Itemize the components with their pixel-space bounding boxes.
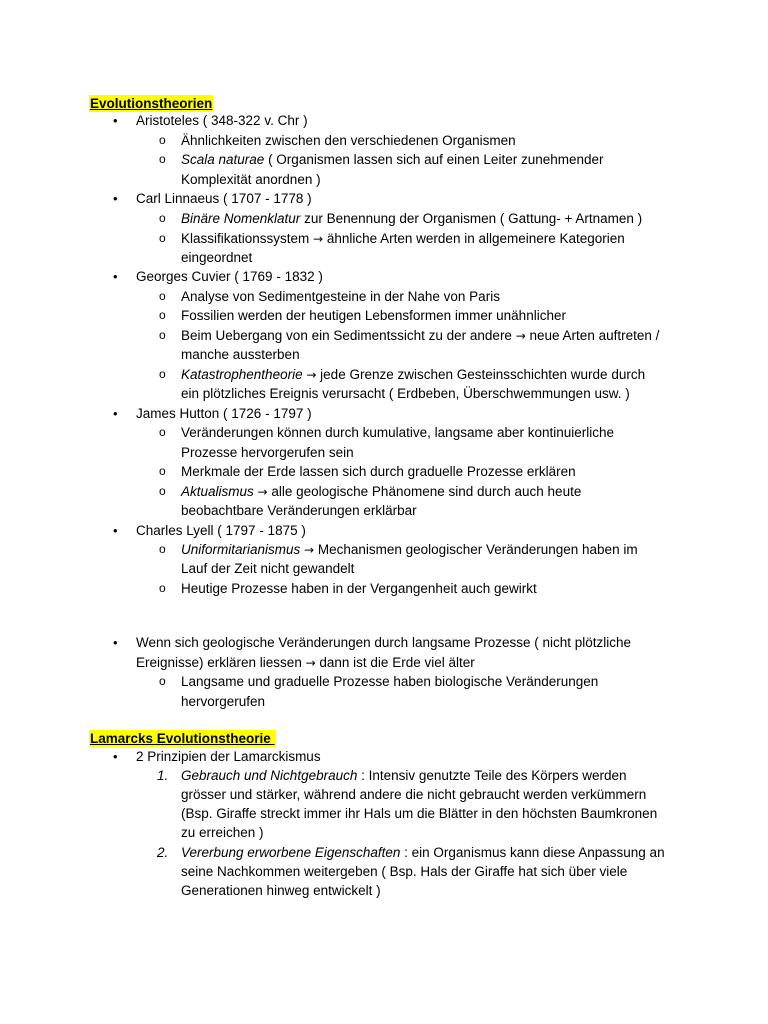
sub-bullet-icon: o (159, 152, 166, 166)
arrow-right-icon: → (304, 543, 315, 557)
sub-bullet-icon: o (159, 542, 166, 556)
term-binaere-nomenklatur: Binäre Nomenklatur (181, 211, 301, 226)
sub-item: Analyse von Sedimentgesteine in der Nahe von Paris (181, 289, 500, 304)
list-item-lamarck-intro: 2 Prinzipien der Lamarckismus (136, 749, 321, 764)
term-scala-naturae: Scala naturae (181, 152, 265, 167)
sub-item: Veränderungen können durch kumulative, langsame aber kontinuierliche (181, 425, 615, 440)
numbered-item: Vererbung erworbene Eigenschaften : ein Organismus kann diese Anpassung an (181, 845, 665, 860)
arrow-right-icon: → (313, 232, 324, 246)
sub-bullet-icon: o (159, 328, 166, 342)
sub-item-continuation: eingeordnet (181, 250, 253, 265)
sub-item-continuation: Komplexität anordnen ) (181, 172, 321, 187)
list-number: 2. (157, 845, 169, 860)
numbered-item: Gebrauch und Nichtgebrauch : Intensiv genutzte Teile des Körpers werden (181, 768, 627, 783)
sub-bullet-icon: o (159, 581, 166, 595)
sub-item: Katastrophentheorie → jede Grenze zwischen Gesteinsschichten wurde durch (181, 367, 646, 382)
list-item-linnaeus: Carl Linnaeus ( 1707 - 1778 ) (136, 191, 312, 206)
bullet-icon: • (113, 269, 118, 284)
list-item-lyell: Charles Lyell ( 1797 - 1875 ) (136, 523, 306, 538)
sub-item: Binäre Nomenklatur zur Benennung der Organismen ( Gattung- + Artnamen ) (181, 211, 643, 226)
section-heading-lamarck: Lamarcks Evolutionstheorie (90, 731, 275, 746)
arrow-right-icon: → (306, 368, 317, 382)
sub-bullet-icon: o (159, 464, 166, 478)
sub-bullet-icon: o (159, 211, 166, 225)
arrow-right-icon: → (515, 329, 526, 343)
section-heading-evolutionstheorien: Evolutionstheorien (90, 96, 213, 111)
term-vererbung: Vererbung erworbene Eigenschaften (181, 845, 401, 860)
sub-item-continuation: Lauf der Zeit nicht gewandelt (181, 561, 355, 576)
sub-bullet-icon: o (159, 231, 166, 245)
sub-item-continuation: ein plötzliches Ereignis verursacht ( Erdbeben, Überschwemmungen usw. ) (181, 386, 630, 401)
term-gebrauch-nichtgebrauch: Gebrauch und Nichtgebrauch (181, 768, 358, 783)
numbered-item-continuation: zu erreichen ) (181, 825, 264, 840)
term-aktualismus: Aktualismus (181, 484, 254, 499)
sub-bullet-icon: o (159, 425, 166, 439)
list-item-continuation: Ereignisse) erklären liessen → dann ist die Erde viel älter (136, 655, 475, 670)
bullet-icon: • (113, 635, 118, 650)
list-item-cuvier: Georges Cuvier ( 1769 - 1832 ) (136, 269, 323, 284)
sub-item-continuation: hervorgerufen (181, 694, 266, 709)
term-katastrophentheorie: Katastrophentheorie (181, 367, 303, 382)
numbered-item-continuation: grösser und stärker, während andere die nicht gebraucht werden verkümmern (181, 787, 647, 802)
bullet-icon: • (113, 523, 118, 538)
bullet-icon: • (113, 749, 118, 764)
sub-item: Ähnlichkeiten zwischen den verschiedenen Organismen (181, 133, 516, 148)
sub-item-continuation: manche aussterben (181, 347, 300, 362)
list-number: 1. (157, 768, 169, 783)
arrow-right-icon: → (305, 656, 316, 670)
sub-item: Uniformitarianismus → Mechanismen geologischer Veränderungen haben im (181, 542, 638, 557)
bullet-icon: • (113, 191, 118, 206)
sub-item: Beim Uebergang von ein Sedimentssicht zu der andere → neue Arten auftreten / (181, 328, 660, 343)
sub-bullet-icon: o (159, 133, 166, 147)
sub-item: Klassifikationssystem → ähnliche Arten werden in allgemeinere Kategorien (181, 231, 625, 246)
numbered-item-continuation: seine Nachkommen weitergeben ( Bsp. Hals der Giraffe hat sich über viele (181, 864, 628, 879)
sub-item: Aktualismus → alle geologische Phänomene sind durch auch heute (181, 484, 582, 499)
list-item-wenn: Wenn sich geologische Veränderungen durch langsame Prozesse ( nicht plötzliche (136, 635, 632, 650)
sub-item: Fossilien werden der heutigen Lebensformen immer unähnlicher (181, 308, 566, 323)
numbered-item-continuation: (Bsp. Giraffe streckt immer ihr Hals um die Blätter in den höchsten Baumkronen (181, 806, 658, 821)
sub-bullet-icon: o (159, 367, 166, 381)
sub-item: Heutige Prozesse haben in der Vergangenheit auch gewirkt (181, 581, 537, 596)
numbered-item-continuation: Generationen hinweg entwickelt ) (181, 883, 381, 898)
sub-bullet-icon: o (159, 674, 166, 688)
sub-bullet-icon: o (159, 484, 166, 498)
list-item-aristoteles: Aristoteles ( 348-322 v. Chr ) (136, 113, 308, 128)
sub-item: Langsame und graduelle Prozesse haben biologische Veränderungen (181, 674, 599, 689)
sub-item-continuation: beobachtbare Veränderungen erklärbar (181, 503, 417, 518)
list-item-hutton: James Hutton ( 1726 - 1797 ) (136, 406, 312, 421)
arrow-right-icon: → (257, 485, 268, 499)
sub-bullet-icon: o (159, 308, 166, 322)
bullet-icon: • (113, 406, 118, 421)
bullet-icon: • (113, 113, 118, 128)
sub-item: Scala naturae ( Organismen lassen sich auf einen Leiter zunehmender (181, 152, 604, 167)
sub-item: Merkmale der Erde lassen sich durch graduelle Prozesse erklären (181, 464, 576, 479)
sub-item-continuation: Prozesse hervorgerufen sein (181, 445, 354, 460)
term-uniformitarianismus: Uniformitarianismus (181, 542, 301, 557)
sub-bullet-icon: o (159, 289, 166, 303)
